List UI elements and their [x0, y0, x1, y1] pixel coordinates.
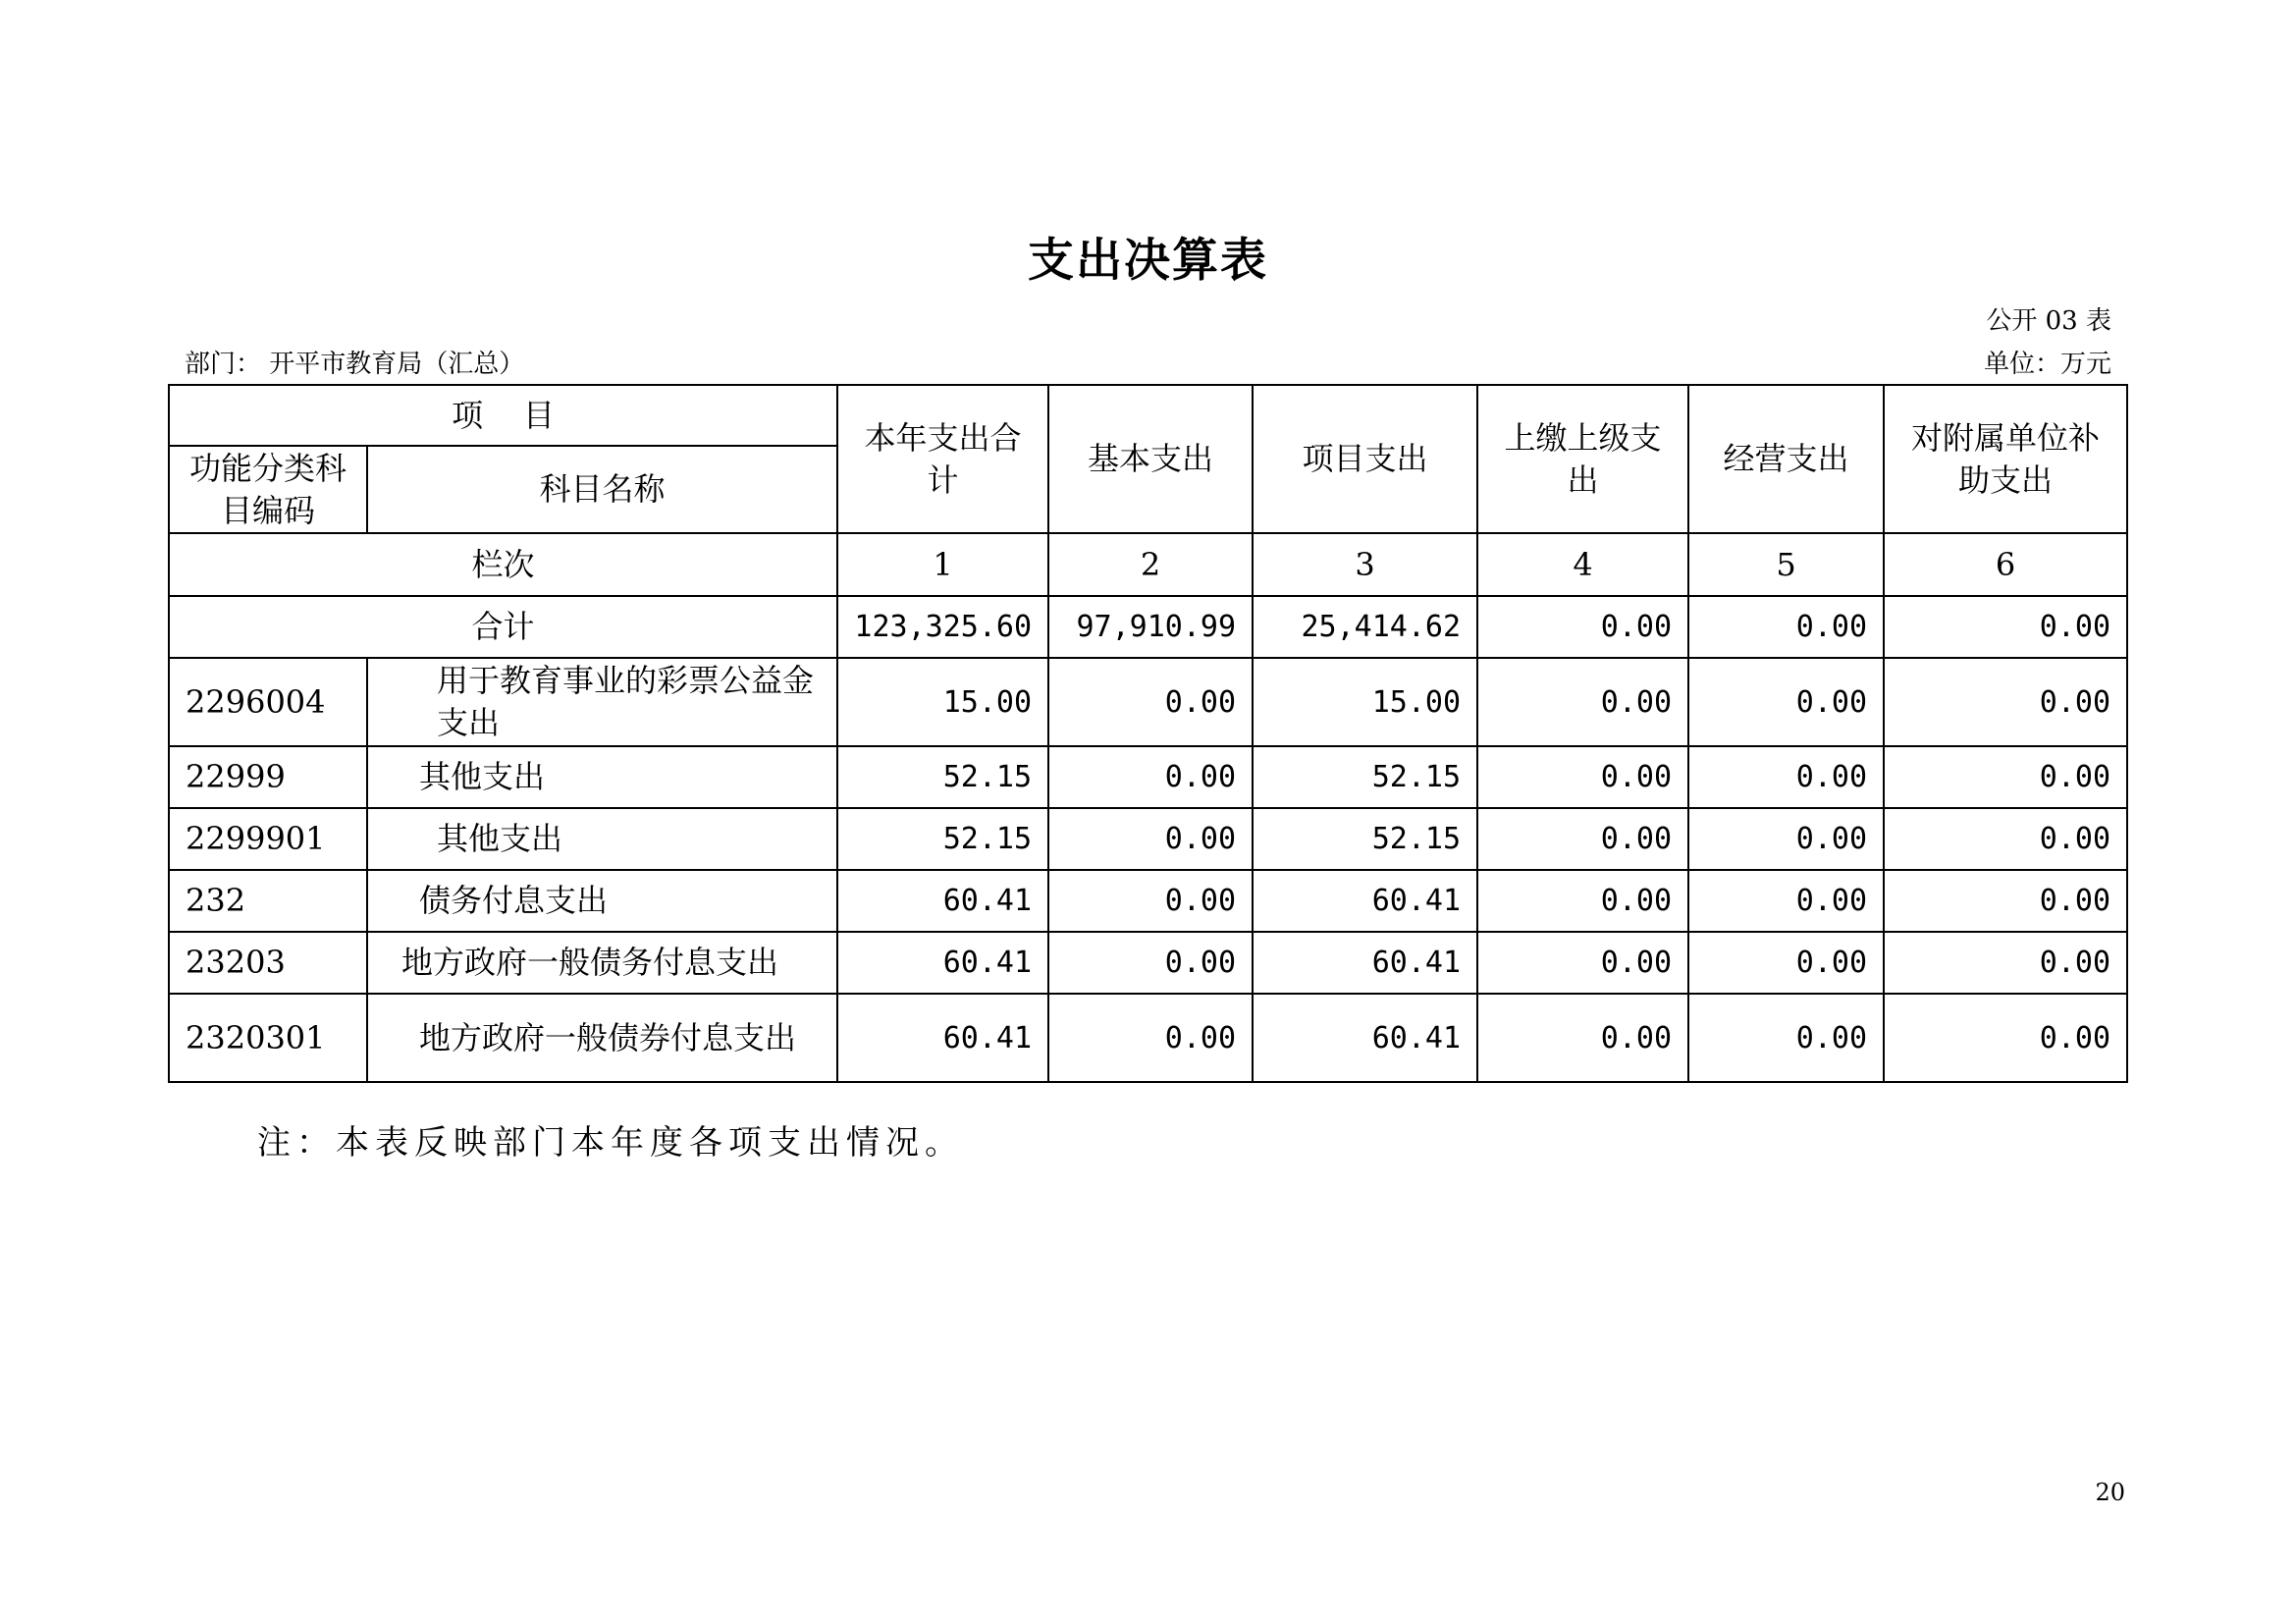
header-total: 本年支出合计 [837, 385, 1048, 533]
total-value: 0.00 [1884, 596, 2127, 658]
footnote: 注：本表反映部门本年度各项支出情况。 [257, 1123, 964, 1163]
page-number: 20 [2095, 1479, 2125, 1506]
total-row [169, 596, 2127, 658]
table-row [169, 808, 2127, 870]
table-row [169, 870, 2127, 932]
amount-cell: 0.00 [1048, 808, 1253, 870]
amount-cell: 0.00 [1048, 746, 1253, 808]
table-row [169, 746, 2127, 808]
subject-name-cell: 用于教育事业的彩票公益金支出 [367, 658, 837, 746]
amount-cell: 60.41 [1253, 994, 1477, 1082]
amount-cell: 52.15 [837, 808, 1048, 870]
subject-name-cell: 其他支出 [367, 808, 837, 870]
amount-cell: 0.00 [1688, 994, 1884, 1082]
table-row [169, 994, 2127, 1082]
amount-cell: 0.00 [1048, 932, 1253, 994]
index-row [169, 533, 2127, 596]
total-label: 合计 [169, 596, 837, 658]
header-func-code: 功能分类科目编码 [169, 446, 367, 533]
index-cell: 5 [1688, 533, 1884, 596]
amount-cell: 60.41 [1253, 870, 1477, 932]
form-number: 公开 03 表 [1986, 306, 2111, 336]
func-code-cell: 22999 [169, 746, 367, 808]
header-basic: 基本支出 [1048, 385, 1253, 533]
amount-cell: 0.00 [1477, 808, 1688, 870]
amount-cell: 0.00 [1048, 658, 1253, 746]
amount-cell: 52.15 [1253, 808, 1477, 870]
subject-name-cell: 其他支出 [367, 746, 837, 808]
total-value: 97,910.99 [1048, 596, 1253, 658]
amount-cell: 0.00 [1477, 658, 1688, 746]
amount-cell: 0.00 [1884, 870, 2127, 932]
func-code-cell: 2320301 [169, 994, 367, 1082]
amount-cell: 60.41 [837, 994, 1048, 1082]
amount-cell: 0.00 [1884, 658, 2127, 746]
header-business: 经营支出 [1688, 385, 1884, 533]
total-value: 0.00 [1688, 596, 1884, 658]
amount-cell: 60.41 [1253, 932, 1477, 994]
index-cell: 6 [1884, 533, 2127, 596]
amount-cell: 0.00 [1477, 746, 1688, 808]
subject-name-cell: 债务付息支出 [367, 870, 837, 932]
total-value: 123,325.60 [837, 596, 1048, 658]
total-value: 25,414.62 [1253, 596, 1477, 658]
amount-cell: 15.00 [1253, 658, 1477, 746]
header-subsidy: 对附属单位补助支出 [1884, 385, 2127, 533]
unit-label: 单位：万元 [1983, 350, 2111, 379]
header-project-exp: 项目支出 [1253, 385, 1477, 533]
amount-cell: 0.00 [1884, 808, 2127, 870]
table-row [169, 932, 2127, 994]
header-upper: 上缴上级支出 [1477, 385, 1688, 533]
amount-cell: 0.00 [1688, 870, 1884, 932]
subject-name-cell: 地方政府一般债务付息支出 [367, 932, 837, 994]
amount-cell: 0.00 [1048, 870, 1253, 932]
amount-cell: 52.15 [837, 746, 1048, 808]
amount-cell: 0.00 [1688, 932, 1884, 994]
amount-cell: 0.00 [1884, 932, 2127, 994]
header-subject-name: 科目名称 [367, 446, 837, 533]
amount-cell: 0.00 [1688, 658, 1884, 746]
amount-cell: 0.00 [1477, 994, 1688, 1082]
amount-cell: 0.00 [1884, 746, 2127, 808]
expenditure-table [168, 384, 2128, 1083]
func-code-cell: 232 [169, 870, 367, 932]
department-label: 部门： 开平市教育局（汇总） [185, 350, 525, 379]
index-cell: 1 [837, 533, 1048, 596]
amount-cell: 0.00 [1688, 808, 1884, 870]
amount-cell: 0.00 [1884, 994, 2127, 1082]
amount-cell: 0.00 [1477, 870, 1688, 932]
amount-cell: 52.15 [1253, 746, 1477, 808]
page-title: 支出决算表 [1028, 234, 1268, 288]
table-row [169, 658, 2127, 746]
subject-name-cell: 地方政府一般债券付息支出 [367, 994, 837, 1082]
func-code-cell: 2296004 [169, 658, 367, 746]
index-label: 栏次 [169, 533, 837, 596]
amount-cell: 15.00 [837, 658, 1048, 746]
header-project: 项 目 [169, 385, 837, 446]
amount-cell: 0.00 [1048, 994, 1253, 1082]
amount-cell: 60.41 [837, 932, 1048, 994]
func-code-cell: 23203 [169, 932, 367, 994]
amount-cell: 0.00 [1477, 932, 1688, 994]
index-cell: 2 [1048, 533, 1253, 596]
amount-cell: 0.00 [1688, 746, 1884, 808]
func-code-cell: 2299901 [169, 808, 367, 870]
index-cell: 3 [1253, 533, 1477, 596]
index-cell: 4 [1477, 533, 1688, 596]
total-value: 0.00 [1477, 596, 1688, 658]
amount-cell: 60.41 [837, 870, 1048, 932]
